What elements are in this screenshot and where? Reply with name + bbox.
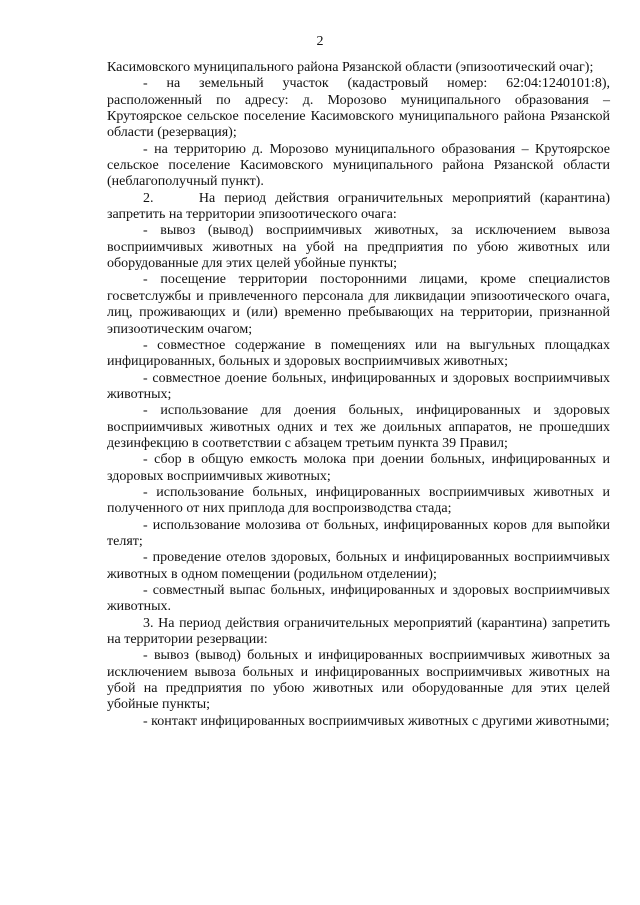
paragraph: - посещение территории посторонними лицами, кроме специалистов госветслужбы и привлеченного персонала для ликвидации эпизоотического очага, лиц, проживающих и (или) временно пребывающих на территории, признанной эпизоотическим очагом;: [107, 272, 610, 337]
paragraph: - сбор в общую емкость молока при доении больных, инфицированных и здоровых восприимчивых животных;: [107, 452, 610, 484]
paragraph: - проведение отелов здоровых, больных и инфицированных восприимчивых животных в одном помещении (родильном отделении);: [107, 550, 610, 582]
paragraph: - контакт инфицированных восприимчивых животных с другими животными;: [143, 713, 610, 729]
paragraph: - совместный выпас больных, инфицированных и здоровых восприимчивых животных.: [107, 583, 610, 615]
paragraph: Касимовского муниципального района Рязанской области (эпизоотический очаг);: [107, 60, 594, 75]
paragraph: - на земельный участок (кадастровый номер: 62:04:1240101:8), расположенный по адресу: д. Морозово муниципального образования – Крутоярское сельское поселение Касимовского муниципального района Рязанской области (резервация);: [107, 76, 610, 141]
paragraph: - использование молозива от больных, инфицированных коров для выпойки телят;: [107, 517, 610, 549]
document-body: [107, 60, 614, 730]
paragraph: - вывоз (вывод) больных и инфицированных восприимчивых животных за исключением вывоза больных и инфицированных восприимчивых животных на убой на предприятия по убою животных или оборудованные для этих целей убойные пункты;: [107, 648, 610, 713]
paragraph: 2. На период действия ограничительных мероприятий (карантина) запретить на территории эпизоотического очага:: [107, 190, 614, 223]
paragraph: - на территорию д. Морозово муниципального образования – Крутоярское сельское поселение Касимовского муниципального района Рязанской области (неблагополучный пункт).: [107, 141, 610, 190]
page-number: 2: [316, 34, 324, 49]
paragraph: - совместное содержание в помещениях или на выгульных площадках инфицированных, больных и здоровых восприимчивых животных;: [107, 337, 610, 370]
paragraph: - вывоз (вывод) восприимчивых животных, за исключением вывоза восприимчивых животных на убой на предприятия по убою животных или оборудованные для этих целей убойные пункты;: [107, 223, 610, 272]
paragraph: - использование для доения больных, инфицированных и здоровых восприимчивых животных одних и тех же доильных аппаратов, не прошедших дезинфекцию в соответствии с абзацем третьим пункта 39 Правил;: [107, 403, 610, 451]
paragraph: 3. На период действия ограничительных мероприятий (карантина) запретить на территории резервации:: [107, 615, 610, 648]
paragraph: - совместное доение больных, инфицированных и здоровых восприимчивых животных;: [107, 370, 610, 402]
paragraph: - использование больных, инфицированных восприимчивых животных и полученного от них приплода для воспроизводства стада;: [107, 484, 610, 517]
